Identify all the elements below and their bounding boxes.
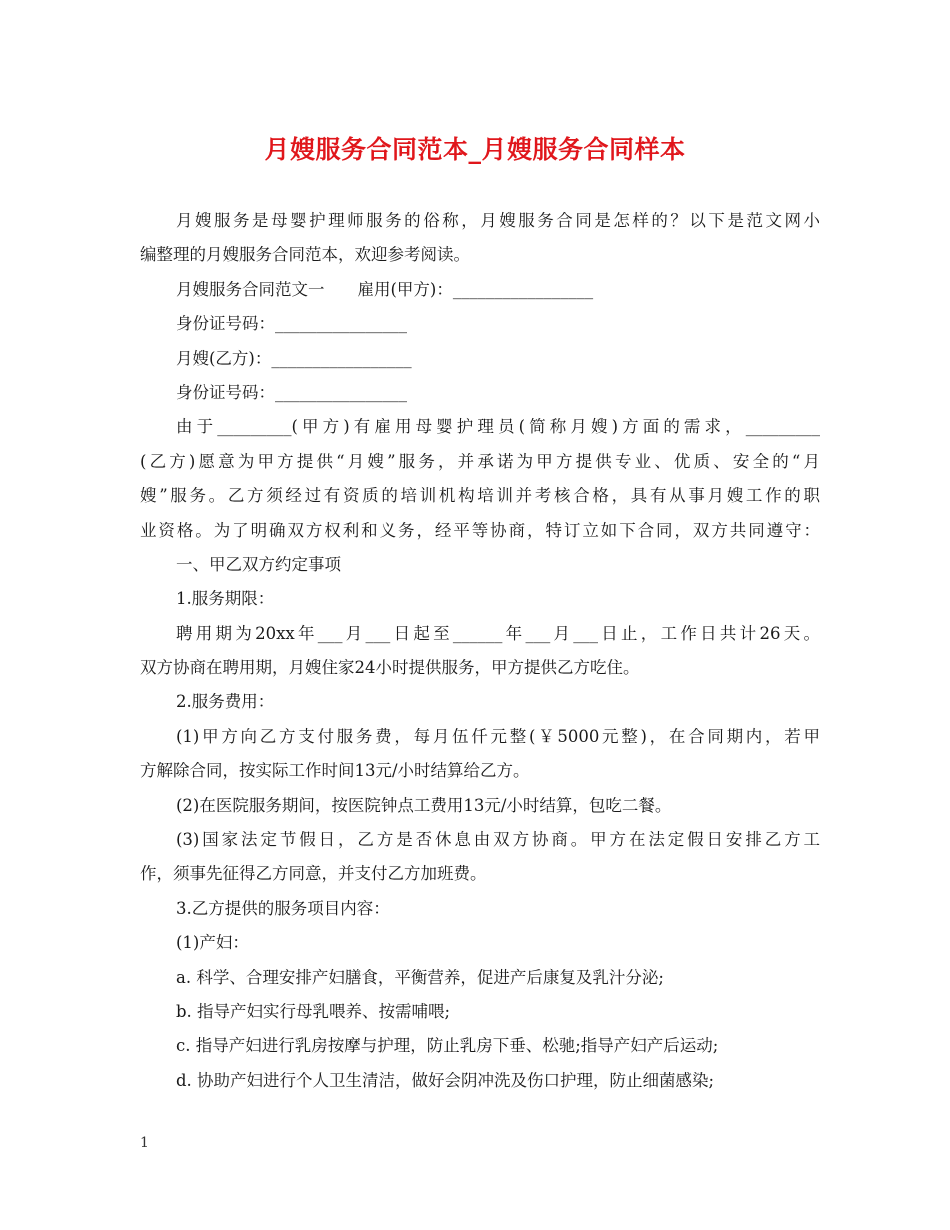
- subsection-heading: 2.服务费用：: [176, 692, 275, 712]
- document-title: 月嫂服务合同范本_月嫂服务合同样本: [264, 135, 686, 164]
- subsection-heading: 1.服务期限：: [176, 589, 275, 609]
- paragraph-line: 作，须事先征得乙方同意，并支付乙方加班费。: [140, 864, 487, 884]
- paragraph-line: 身份证号码：________________: [176, 382, 407, 402]
- list-item: c. 指导产妇进行乳房按摩与护理，防止乳房下垂、松驰;指导产妇产后运动;: [176, 1036, 719, 1056]
- paragraph-line: 月嫂服务合同范文一 雇用(甲方)：_________________: [176, 279, 594, 299]
- paragraph-line: (1)甲方向乙方支付服务费，每月伍仟元整(￥5000元整)，在合同期内，若甲: [176, 726, 820, 746]
- paragraph-line: 由于_________(甲方)有雇用母婴护理员(简称月嫂)方面的需求，_________: [176, 417, 820, 437]
- list-item: b. 指导产妇实行母乳喂养、按需哺喂;: [176, 1001, 451, 1021]
- paragraph-line: (2)在医院服务期间，按医院钟点工费用13元/小时结算，包吃二餐。: [176, 795, 672, 815]
- paragraph-line: (3)国家法定节假日，乙方是否休息由双方协商。甲方在法定假日安排乙方工: [176, 830, 820, 850]
- page-number: 1: [140, 1135, 149, 1151]
- paragraph-line: 方解除合同，按实际工作时间13元/小时结算给乙方。: [140, 761, 530, 781]
- paragraph-line: 聘用期为20xx年___月___日起至______年___月___日止，工作日共计26天。: [176, 623, 820, 643]
- paragraph-line: (乙方)愿意为甲方提供“月嫂”服务，并承诺为甲方提供专业、优质、安全的“月: [140, 451, 820, 471]
- paragraph-line: 嫂”服务。乙方须经过有资质的培训机构培训并考核合格，具有从事月嫂工作的职: [140, 486, 820, 506]
- list-item: a. 科学、合理安排产妇膳食，平衡营养，促进产后康复及乳汁分泌;: [176, 967, 664, 987]
- paragraph-line: 业资格。为了明确双方权利和义务，经平等协商，特订立如下合同，双方共同遵守：: [140, 520, 820, 540]
- subsection-heading: 3.乙方提供的服务项目内容：: [176, 898, 390, 918]
- paragraph-line: 编整理的月嫂服务合同范本，欢迎参考阅读。: [140, 245, 470, 265]
- paragraph-line: 月嫂(乙方)：_________________: [176, 348, 412, 368]
- paragraph-line: 双方协商在聘用期，月嫂住家24小时提供服务，甲方提供乙方吃住。: [140, 658, 640, 678]
- paragraph-line: 身份证号码：________________: [176, 314, 407, 334]
- paragraph-line: 月嫂服务是母婴护理师服务的俗称，月嫂服务合同是怎样的？以下是范文网小: [176, 211, 820, 230]
- list-item: d. 协助产妇进行个人卫生清洁，做好会阴冲洗及伤口护理，防止细菌感染;: [176, 1070, 715, 1090]
- list-heading: (1)产妇：: [176, 933, 249, 953]
- document-body: [140, 204, 820, 1098]
- section-heading: 一、甲乙双方约定事项: [176, 554, 341, 574]
